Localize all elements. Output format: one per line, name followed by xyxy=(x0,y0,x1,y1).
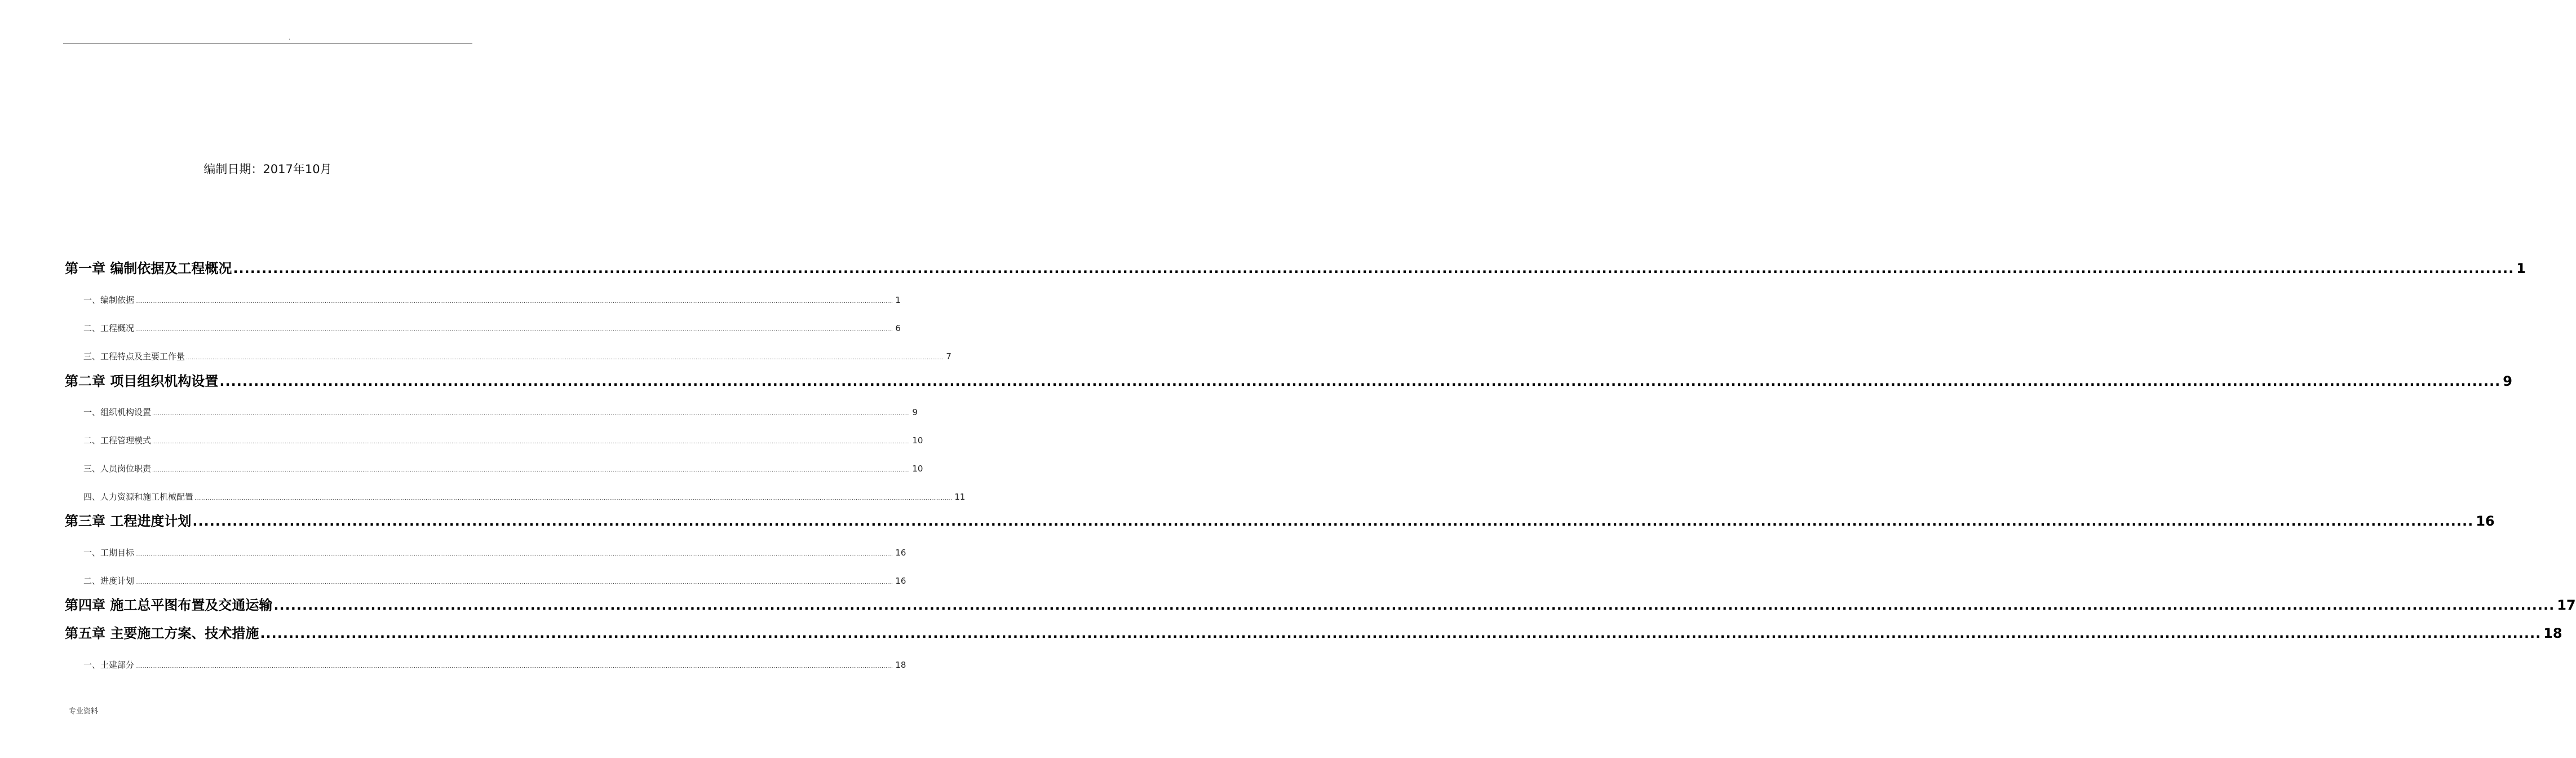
toc-section-entry[interactable] xyxy=(83,406,918,418)
toc-page-number: 6 xyxy=(895,323,901,333)
toc-chapter-entry[interactable] xyxy=(65,594,2576,614)
toc-entry-title: 一、土建部分 xyxy=(83,660,135,670)
toc-page-number: 10 xyxy=(912,464,923,474)
toc-dot-leader: ................................................................................................................................................................................................................................................................................................................................................................................................................ xyxy=(135,664,893,669)
toc-section-entry[interactable] xyxy=(83,575,906,587)
toc-dot-leader: ................................................................................................................................................................................................................................................................................................................................................................................................................ xyxy=(152,468,910,473)
toc-dot-leader: ................................................................................................................................................................................................................................................................................................................................................................................................................ xyxy=(135,580,893,585)
toc-page-number: 18 xyxy=(2543,625,2562,641)
toc-chapter-entry[interactable] xyxy=(65,370,2512,390)
toc-entry-title: 二、进度计划 xyxy=(83,576,135,586)
toc-entry-title: 一、工期目标 xyxy=(83,548,135,558)
toc-entry-title: 一、组织机构设置 xyxy=(83,407,152,417)
toc-dot-leader: ................................................................................................................................................................................................................................................................................................................................................................................................................ xyxy=(194,496,953,501)
toc-entry-title: 第五章 主要施工方案、技术措施 xyxy=(65,625,259,641)
toc-section-entry[interactable] xyxy=(83,462,923,474)
toc-section-entry[interactable] xyxy=(83,322,901,334)
toc-page-number: 16 xyxy=(895,548,906,558)
toc-page-number: 1 xyxy=(895,295,901,305)
toc-entry-title: 一、编制依据 xyxy=(83,295,135,305)
toc-entry-title: 四、人力资源和施工机械配置 xyxy=(83,492,194,502)
toc-page-number: 11 xyxy=(954,492,966,502)
toc-dot-leader: ................................................................................................................................................................................................................................................................................................................................................................................................................ xyxy=(152,439,910,445)
toc-page-number: 16 xyxy=(2476,513,2495,529)
toc-dot-leader: ................................................................................................................................................................................................................................................................................................................................................................................................................ xyxy=(219,373,2501,389)
toc-entry-title: 三、人员岗位职责 xyxy=(83,464,152,474)
toc-page-number: 1 xyxy=(2516,261,2526,276)
toc-page-number: 18 xyxy=(895,660,906,670)
toc-page-number: 10 xyxy=(912,435,923,446)
toc-dot-leader: ................................................................................................................................................................................................................................................................................................................................................................................................................ xyxy=(152,411,910,417)
toc-page-number: 9 xyxy=(912,407,918,417)
toc-entry-title: 第一章 编制依据及工程概况 xyxy=(65,261,232,276)
footer-text: 专业资料 xyxy=(69,707,99,716)
toc-page-number: 9 xyxy=(2503,373,2512,389)
compile-date: 编制日期：2017年10月 xyxy=(203,162,332,176)
toc-page-number: 17 xyxy=(2557,597,2576,613)
toc-page-number: 16 xyxy=(895,576,906,586)
toc-dot-leader: ................................................................................................................................................................................................................................................................................................................................................................................................................ xyxy=(260,625,2542,641)
toc-entry-title: 三、工程特点及主要工作量 xyxy=(83,351,185,362)
toc-dot-leader: ................................................................................................................................................................................................................................................................................................................................................................................................................ xyxy=(273,597,2555,613)
toc-section-entry[interactable] xyxy=(83,350,951,362)
toc-dot-leader: ................................................................................................................................................................................................................................................................................................................................................................................................................ xyxy=(135,552,893,557)
toc-section-entry[interactable] xyxy=(83,491,966,503)
header-mark: . xyxy=(289,35,291,41)
toc-dot-leader: ................................................................................................................................................................................................................................................................................................................................................................................................................ xyxy=(186,355,944,361)
toc-section-entry[interactable] xyxy=(83,294,901,306)
toc-entry-title: 第二章 项目组织机构设置 xyxy=(65,373,219,389)
toc-chapter-entry[interactable] xyxy=(65,622,2562,642)
toc-section-entry[interactable] xyxy=(83,547,906,558)
toc-chapter-entry[interactable] xyxy=(65,257,2526,277)
toc-entry-title: 二、工程管理模式 xyxy=(83,435,152,446)
toc-dot-leader: ................................................................................................................................................................................................................................................................................................................................................................................................................ xyxy=(192,513,2474,529)
toc-chapter-entry[interactable] xyxy=(65,510,2495,530)
toc-entry-title: 第三章 工程进度计划 xyxy=(65,513,192,529)
toc-dot-leader: ................................................................................................................................................................................................................................................................................................................................................................................................................ xyxy=(233,261,2515,276)
toc-entry-title: 第四章 施工总平图布置及交通运输 xyxy=(65,597,273,613)
toc-section-entry[interactable] xyxy=(83,434,923,446)
toc-dot-leader: ................................................................................................................................................................................................................................................................................................................................................................................................................ xyxy=(135,299,893,305)
toc-entry-title: 二、工程概况 xyxy=(83,323,135,333)
toc-page-number: 7 xyxy=(946,351,951,362)
toc-section-entry[interactable] xyxy=(83,659,906,671)
toc-dot-leader: ................................................................................................................................................................................................................................................................................................................................................................................................................ xyxy=(135,327,893,333)
